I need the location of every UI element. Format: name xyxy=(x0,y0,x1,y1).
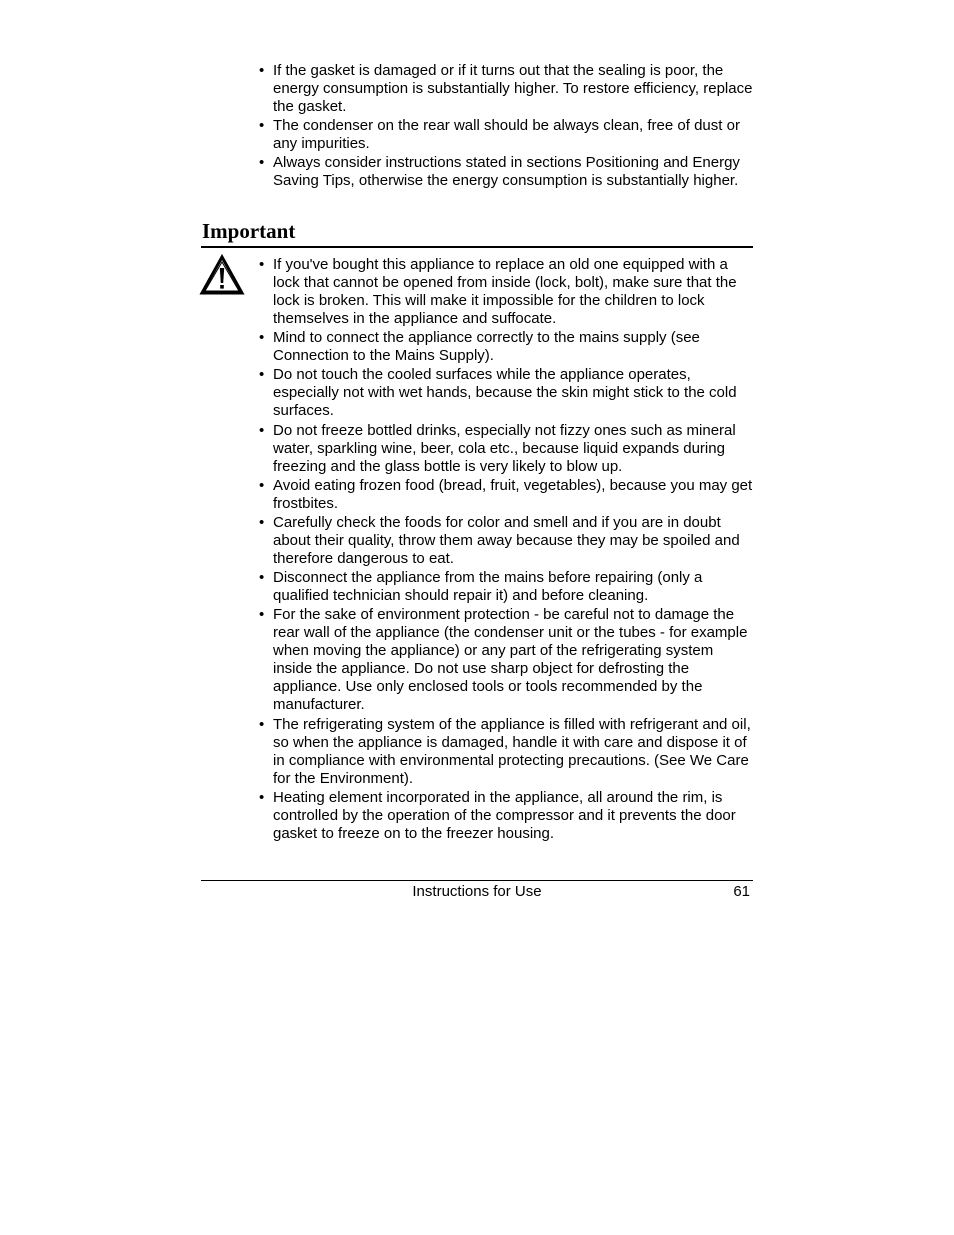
list-item-text: Heating element incorporated in the appliance, all around the rim, is controlled by the operation of the compressor and it prevents the door gasket to freeze on to the freezer housing. xyxy=(273,788,736,842)
footer-title: Instructions for Use xyxy=(412,883,542,900)
list-item xyxy=(256,366,756,420)
bullet-glyph: • xyxy=(259,476,265,494)
list-item xyxy=(256,62,756,116)
list-item-text: Do not touch the cooled surfaces while the appliance operates, especially not with wet hands, because the skin might stick to the cold surfaces. xyxy=(273,366,737,420)
list-item-text: Disconnect the appliance from the mains before repairing (only a qualified technician should repair it) and before cleaning. xyxy=(273,569,703,605)
bullet-glyph: • xyxy=(259,366,265,384)
list-item-text: If the gasket is damaged or if it turns out that the sealing is poor, the energy consumption is substantially higher. To restore efficiency, replace the gasket. xyxy=(273,62,753,115)
list-item xyxy=(256,606,756,714)
list-item xyxy=(256,329,756,365)
list-item xyxy=(256,422,756,476)
bullet-glyph: • xyxy=(259,715,265,733)
list-item-text: Always consider instructions stated in sections Positioning and Energy Saving Tips, otherwise the energy consumption is substantially higher. xyxy=(273,154,740,190)
bullet-glyph: • xyxy=(259,117,265,135)
bullet-glyph: • xyxy=(259,606,265,624)
list-item xyxy=(256,789,756,843)
bullet-glyph: • xyxy=(259,788,265,806)
list-item-text: Avoid eating frozen food (bread, fruit, vegetables), because you may get frostbites. xyxy=(273,476,753,512)
footer-rule xyxy=(201,880,753,881)
list-item-text: Mind to connect the appliance correctly to the mains supply (see Connection to the Mains Supply). xyxy=(273,329,700,365)
bullet-glyph: • xyxy=(259,154,265,172)
maintenance-bullet-list xyxy=(256,62,756,192)
list-item-text: The condenser on the rear wall should be always clean, free of dust or any impurities. xyxy=(273,117,740,153)
list-item-text: If you've bought this appliance to replace an old one equipped with a lock that cannot be opened from inside (lock, bolt), make sure that the lock is broken. This will make it impossible for the children to lock themselves in the appliance and suffocate. xyxy=(273,256,737,327)
section-heading-important: Important xyxy=(202,219,296,243)
list-item xyxy=(256,569,756,605)
list-item xyxy=(256,256,756,328)
list-item xyxy=(256,477,756,513)
list-item-text: Do not freeze bottled drinks, especially not fizzy ones such as mineral water, sparkling wine, beer, cola etc., because liquid expands during freezing and the glass bottle is very likely to blow up. xyxy=(273,421,736,475)
bullet-glyph: • xyxy=(259,329,265,347)
list-item-text: The refrigerating system of the appliance is filled with refrigerant and oil, so when the appliance is damaged, handle it with care and dispose it of in compliance with environmental protecting precautions. (See We Care for the Environment). xyxy=(273,715,751,787)
bullet-glyph: • xyxy=(259,513,265,531)
list-item xyxy=(256,117,756,153)
bullet-glyph: • xyxy=(259,421,265,439)
list-item xyxy=(256,716,756,788)
important-bullet-list xyxy=(256,256,756,844)
list-item xyxy=(256,154,756,190)
warning-triangle-icon xyxy=(199,254,245,296)
list-item-text: For the sake of environment protection - be careful not to damage the rear wall of the appliance (the condenser unit or the tubes - for example when moving the appliance) or any part of the refrigerating system inside the appliance. Do not use sharp object for defrosting the appliance. Use only enclosed tools or tools recommended by the manufacturer. xyxy=(273,606,748,714)
heading-rule xyxy=(201,246,753,248)
bullet-glyph: • xyxy=(259,569,265,587)
bullet-glyph: • xyxy=(259,62,265,79)
list-item xyxy=(256,514,756,568)
bullet-glyph: • xyxy=(259,256,265,273)
page-number: 61 xyxy=(733,883,750,900)
list-item-text: Carefully check the foods for color and smell and if you are in doubt about their quality, throw them away because they may be spoiled and therefore dangerous to eat. xyxy=(273,513,740,567)
